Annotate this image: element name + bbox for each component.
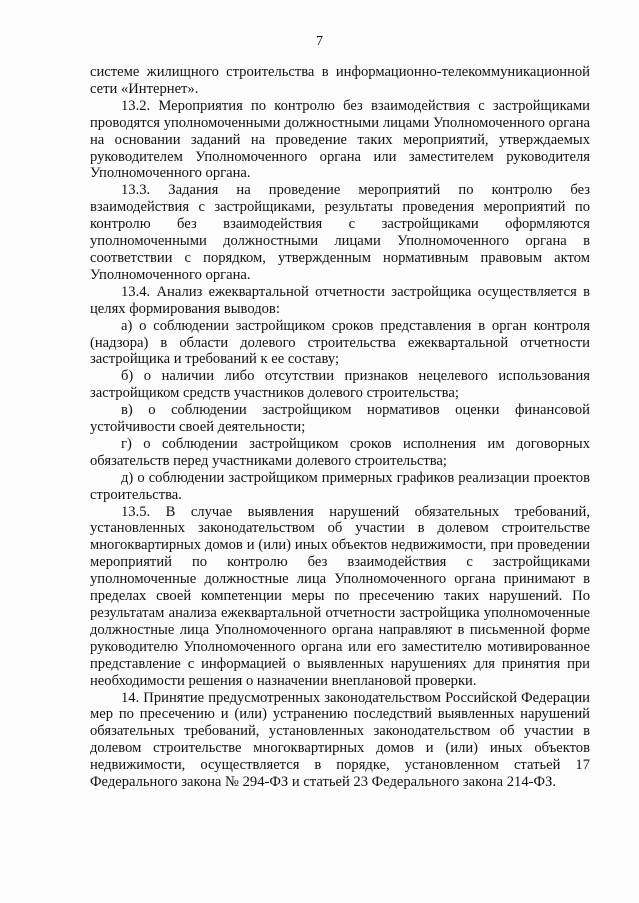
list-item-v: в) о соблюдении застройщиком нормативов оценки финансовой устойчивости своей деятельности; <box>90 402 590 436</box>
paragraph-13-3: 13.3. Задания на проведение мероприятий по контролю без взаимодействия с застройщиками, результаты проведения мероприятий по контролю без взаимодействия с застройщиками оформляются уполномоченными должностными лицами Уполномоченного органа в соответствии с порядком, утвержденным нормативным правовым актом Уполномоченного органа. <box>90 182 590 283</box>
paragraph-13-4: 13.4. Анализ ежеквартальной отчетности застройщика осуществляется в целях формирования выводов: <box>90 283 590 317</box>
page-number: 7 <box>316 34 323 49</box>
list-item-a: а) о соблюдении застройщиком сроков представления в орган контроля (надзора) в области долевого строительства ежеквартальной отчетности застройщика и требований к ее составу; <box>90 317 590 368</box>
paragraph-13-5: 13.5. В случае выявления нарушений обязательных требований, установленных законодательством об участии в долевом строительстве многоквартирных домов и (или) иных объектов недвижимости, при проведении мероприятий по контролю без взаимодействия с застройщиками уполномоченные должностные лица Уполномоченного органа принимают в пределах своей компетенции меры по пресечению таких нарушений. По результатам анализа ежеквартальной отчетности застройщика уполномоченные должностные лица Уполномоченного органа направляют в письменной форме руководителю Уполномоченного органа или его заместителю мотивированное представление с информацией о выявленных нарушениях для принятия при необходимости решения о назначении внеплановой проверки. <box>90 503 590 689</box>
paragraph-14: 14. Принятие предусмотренных законодательством Российской Федерации мер по пресечению и (или) устранению последствий выявленных нарушений обязательных требований, установленных законодательством об участии в долевом строительстве многоквартирных домов и (или) иных объектов недвижимости, осуществляется в порядке, установленном статьей 17 Федерального закона № 294-ФЗ и статьей 23 Федерального закона 214-ФЗ. <box>90 689 590 791</box>
list-item-d: д) о соблюдении застройщиком примерных графиков реализации проектов строительства. <box>90 469 590 503</box>
paragraph-13-2: 13.2. Мероприятия по контролю без взаимодействия с застройщиками проводятся уполномоченными должностными лицами Уполномоченного органа на основании заданий на проведение таких мероприятий, утверждаемых руководителем Уполномоченного органа или заместителем руководителя Уполномоченного органа. <box>90 97 590 182</box>
document-body <box>90 64 590 791</box>
list-item-g: г) о соблюдении застройщиком сроков исполнения им договорных обязательств перед участниками долевого строительства; <box>90 435 590 469</box>
paragraph-intro-continuation: системе жилищного строительства в информационно-телекоммуникационной сети «Интернет». <box>90 64 590 97</box>
list-item-b: б) о наличии либо отсутствии признаков нецелевого использования застройщиком средств участников долевого строительства; <box>90 368 590 402</box>
